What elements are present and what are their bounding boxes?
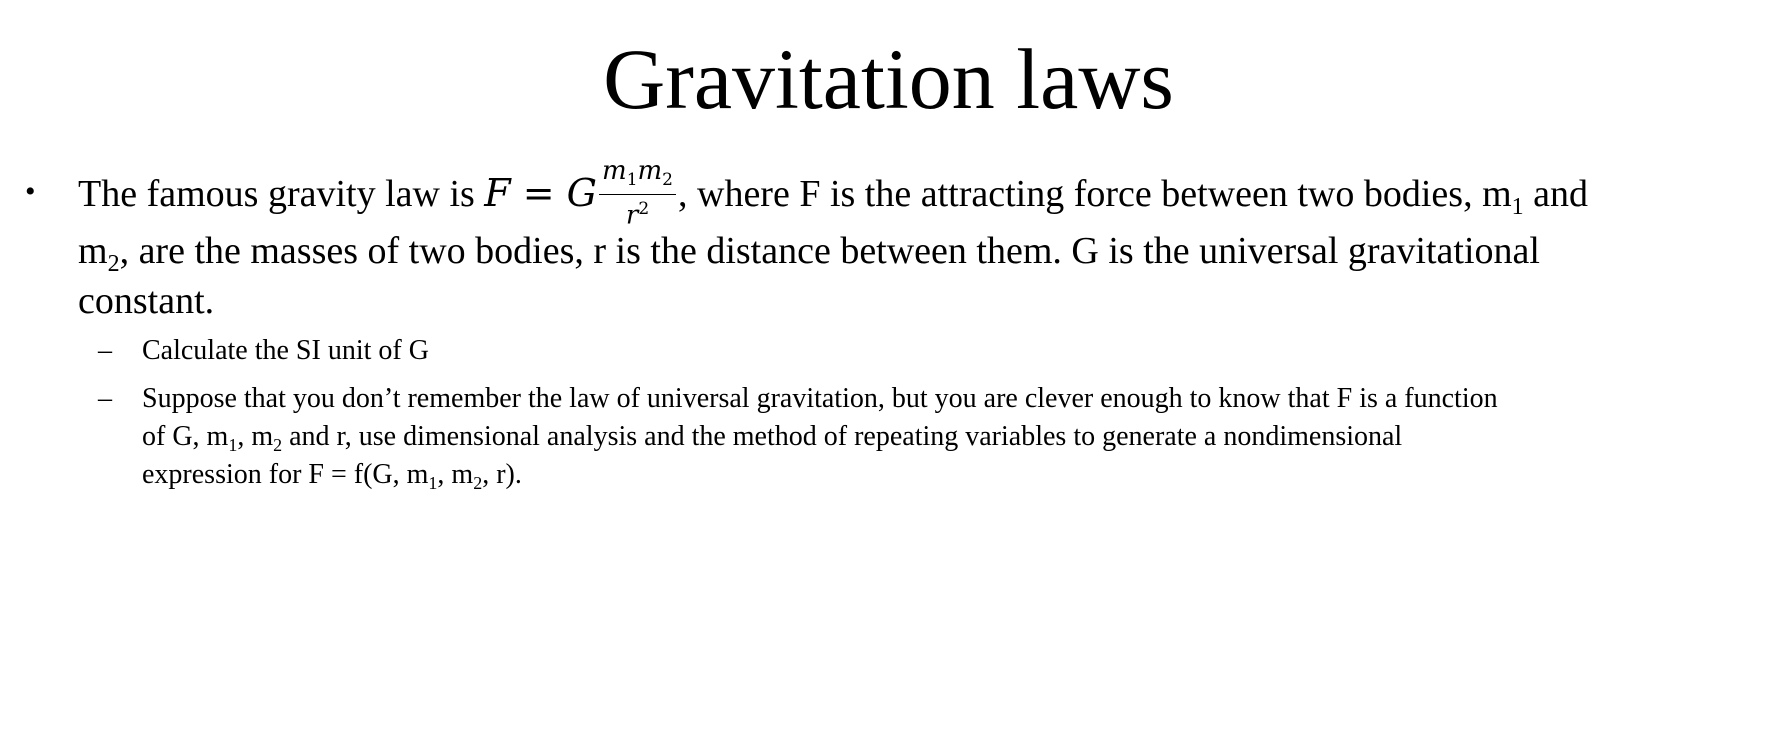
line2-part-c: and r, use dimensional analysis and the method of repeating variables to generate a nondimensional	[282, 421, 1403, 452]
line2-sub-2: 2	[273, 435, 283, 455]
line3-sub-1: 1	[428, 473, 438, 493]
sub-item-2-line-3	[142, 456, 1722, 494]
line2-sub-1: 1	[228, 435, 238, 455]
bullet-text	[78, 156, 1728, 330]
line3-part-b: , m	[437, 459, 474, 490]
sub-item-2-line-1: Suppose that you don’t remember the law of universal gravitation, but you are clever enough to know that F is a function	[142, 383, 1498, 414]
bullet-line-2-m: m	[78, 230, 108, 272]
denominator-exponent: 2	[638, 199, 650, 220]
fraction-denominator	[599, 195, 676, 229]
bullet-marker: •	[25, 175, 36, 208]
numerator-sub2: 2	[662, 170, 673, 191]
numerator-m2: m	[637, 156, 663, 186]
formula-lhs: F = G	[484, 171, 598, 216]
bullet-line-3: constant.	[78, 280, 215, 322]
bullet-line-1	[78, 156, 1728, 231]
bullet-line-2-rest: , are the masses of two bodies, r is the distance between them. G is the universal gravitational	[119, 230, 1540, 272]
bullet-line-1-rest: , where F is the attracting force between two bodies, m	[678, 173, 1512, 216]
dash-marker: –	[98, 335, 112, 366]
bullet-line-2	[78, 221, 1728, 277]
sub-item-2-line-2	[142, 418, 1722, 456]
denominator-r: r	[625, 200, 639, 231]
numerator-sub1: 1	[626, 170, 638, 191]
line3-sub-2: 2	[473, 473, 483, 493]
fraction-numerator	[599, 158, 676, 195]
line3-part-c: , r).	[482, 459, 522, 490]
dash-marker: –	[98, 383, 112, 414]
line3-part-a: expression for F = f(G, m	[142, 459, 429, 490]
sub-item-1-text: Calculate the SI unit of G	[142, 335, 429, 366]
slide-title: Gravitation laws	[603, 31, 1174, 127]
numerator-m1: m	[602, 156, 627, 186]
line2-part-a: of G, m	[142, 421, 229, 452]
line2-part-b: , m	[237, 421, 274, 452]
formula-fraction	[599, 158, 676, 229]
sub-item-2-text	[142, 380, 1722, 494]
bullet-line-2-sub: 2	[107, 251, 120, 277]
bullet-line-1-sub: 1	[1511, 194, 1524, 221]
bullet-line-1-intro: The famous gravity law is	[78, 173, 485, 216]
bullet-line-1-end: and	[1523, 173, 1588, 216]
